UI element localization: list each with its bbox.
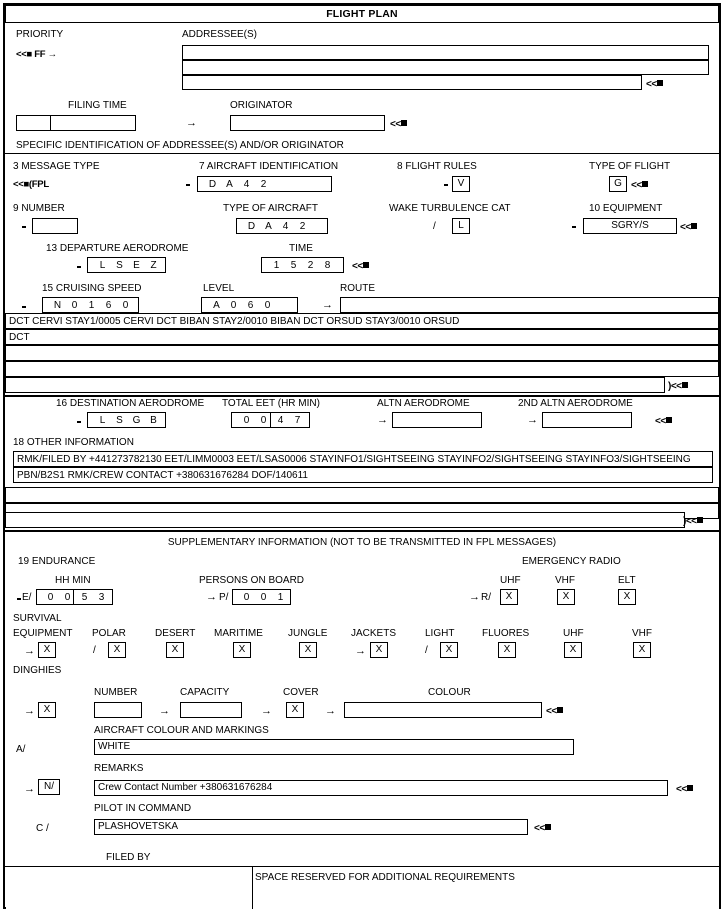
equipment-eol-marker: << [680,222,697,233]
flight-rules-dash-marker [444,184,448,186]
aircraft-colour-input[interactable]: WHITE [94,739,574,755]
pilot-eol-marker: << [534,823,551,834]
eol-square-icon [687,785,693,791]
type-of-flight-eol-marker: << [631,180,648,191]
jackets-label: JACKETS [351,628,397,639]
char-cell: N [53,299,62,311]
char-cell: 0 [243,414,250,426]
dinghies-capacity-input[interactable] [180,702,242,718]
char-cell: B [150,414,157,426]
altn2-aerodrome-label: 2ND ALTN AERODROME [518,398,633,409]
dinghies-arrow-icon: → [24,705,35,717]
specific-identification-input[interactable] [5,152,719,153]
dinghies-label: DINGHIES [13,665,62,676]
wake-turbulence-separator: / [433,221,436,232]
survival-label-line-2: EQUIPMENT [13,628,73,639]
survival-vhf-input[interactable]: X [633,642,651,658]
char-cell: 1 [88,299,95,311]
supplementary-heading: SUPPLEMENTARY INFORMATION (NOT TO BE TRANSMITTED IN FPL MESSAGES) [167,537,557,548]
char-cell: 4 [277,414,284,426]
flight-rules-label: 8 FLIGHT RULES [397,161,477,172]
survival-equipment-input[interactable]: X [38,642,56,658]
dinghies-eol-marker: << [546,706,563,717]
radio-vhf-label: VHF [555,575,575,586]
dinghies-capacity-arrow-icon: → [159,705,170,717]
light-label: LIGHT [425,628,455,639]
jackets-arrow-icon: → [355,645,366,657]
emergency-radio-label: EMERGENCY RADIO [522,556,621,567]
addressee-line-3[interactable] [182,75,642,90]
char-cell: 0 [71,299,78,311]
route-line-2[interactable]: DCT [5,329,719,345]
route-arrow-icon: → [322,299,333,311]
dinghies-cover-input[interactable]: X [286,702,304,718]
char-cell: 4 [243,178,250,190]
route-line-5[interactable] [5,377,665,393]
number-input[interactable] [32,218,78,234]
dinghies-number-input[interactable] [94,702,142,718]
wake-turbulence-label: WAKE TURBULENCE CAT [389,203,511,214]
eol-square-icon [682,382,688,388]
route-line-4[interactable] [5,361,719,377]
originator-label: ORIGINATOR [230,100,293,111]
space-reserved-label: SPACE RESERVED FOR ADDITIONAL REQUIREMENTS [255,872,515,883]
altn2-arrow-icon: → [527,414,538,426]
addressee-line-2[interactable] [182,60,709,75]
altn-arrow-icon: → [377,414,388,426]
polar-input[interactable]: X [108,642,126,658]
dinghies-capacity-label: CAPACITY [180,687,230,698]
altn-aerodrome-label: ALTN AERODROME [377,398,470,409]
route-line-1[interactable]: DCT CERVI STAY1/0005 CERVI DCT BIBAN STAY2/0010 BIBAN DCT ORSUD STAY3/0010 ORSUD [5,313,719,329]
aircraft-identification-label: 7 AIRCRAFT IDENTIFICATION [199,161,339,172]
char-cell: L [99,414,106,426]
char-cell: 2 [260,178,267,190]
pilot-prefix: C / [36,823,49,834]
type-of-flight-input[interactable]: G [609,176,627,192]
char-cell: A [265,220,272,232]
equipment-label: 10 EQUIPMENT [589,203,663,214]
eol-square-icon [557,707,563,713]
endurance-input[interactable] [36,589,113,605]
persons-on-board-input[interactable] [232,589,291,605]
radio-vhf-input[interactable]: X [557,589,575,605]
desert-label: DESERT [155,628,196,639]
level-input[interactable] [201,297,298,313]
char-cell: 6 [247,299,254,311]
type-of-aircraft-label: TYPE OF AIRCRAFT [223,203,319,214]
survival-label-line-1: SURVIVAL [13,613,62,624]
other-information-label: 18 OTHER INFORMATION [13,437,134,448]
survival-uhf-input[interactable]: X [564,642,582,658]
endurance-dash-marker [17,598,21,600]
dinghies-cover-arrow-icon: → [261,705,272,717]
cruising-speed-input[interactable] [42,297,139,313]
equipment-input[interactable]: SGRY/S [583,218,677,234]
other-information-line-3[interactable] [5,487,719,503]
message-type-value: <<■(FPL [13,179,49,190]
other-information-line-1[interactable]: RMK/FILED BY +441273782130 EET/LIMM0003 EET/LSAS0006 STAYINFO1/SIGHTSEEING STAYINFO2/SIGHTSEEING STAYINFO3/SIGHTSEEING [13,451,713,467]
char-cell: 0 [243,591,250,603]
total-eet-label: TOTAL EET (HR MIN) [222,398,320,409]
addressee-eol-marker: << [646,79,663,90]
persons-prefix: P/ [219,592,229,603]
eol-square-icon [666,417,672,423]
char-cell: 2 [299,220,306,232]
aircraft-id-dash-marker [186,184,190,186]
remarks-arrow-icon: → [24,783,35,795]
remarks-prefix: N/ [38,779,60,795]
polar-label: POLAR [92,628,126,639]
filing-time-value[interactable] [50,116,135,130]
destination-dash-marker [77,421,81,423]
char-cell: 3 [98,591,105,603]
route-end-marker: )<< [668,381,688,392]
pilot-in-command-input[interactable]: PLASHOVETSKA [94,819,528,835]
wake-turbulence-input[interactable]: L [452,218,470,234]
endurance-split-divider [73,589,74,605]
char-cell: E [133,259,140,271]
filing-time-prefix[interactable] [17,116,50,130]
char-cell: L [99,259,106,271]
char-cell: 5 [81,591,88,603]
eol-square-icon [642,181,648,187]
destination-aerodrome-input[interactable] [87,412,166,428]
message-type-label: 3 MESSAGE TYPE [13,161,100,172]
other-information-line-2[interactable]: PBN/B2S1 RMK/CREW CONTACT +380631676284 DOF/140611 [13,467,713,483]
char-cell: D [208,178,217,190]
dinghies-colour-label: COLOUR [428,687,471,698]
eol-square-icon [697,517,703,523]
survival-arrow-icon: → [24,645,35,657]
filing-time-group[interactable] [16,115,136,131]
originator-eol-marker: << [390,119,407,130]
char-cell: 7 [294,414,301,426]
char-cell: 8 [324,259,331,271]
char-cell: 2 [307,259,314,271]
radio-uhf-label: UHF [500,575,521,586]
other-information-end-marker: )<< [683,516,703,527]
endurance-label: 19 ENDURANCE [18,556,96,567]
char-cell: S [116,414,123,426]
filed-by-label: FILED BY [106,852,151,863]
char-cell: 1 [277,591,284,603]
type-of-aircraft-input[interactable] [236,218,328,234]
radio-arrow-icon: → [469,591,480,603]
cruising-speed-label: 15 CRUISING SPEED [42,283,142,294]
polar-separator: / [93,645,96,656]
char-cell: 0 [64,591,71,603]
survival-vhf-label: VHF [632,628,652,639]
dinghies-colour-arrow-icon: → [325,705,336,717]
number-dash-marker [22,226,26,228]
char-cell: 5 [290,259,297,271]
originator-input[interactable] [230,115,385,131]
departure-time-input[interactable] [261,257,344,273]
pilot-in-command-label: PILOT IN COMMAND [94,803,192,814]
page-title-text: FLIGHT PLAN [326,8,398,20]
maritime-label: MARITIME [214,628,263,639]
persons-arrow-icon: → [206,591,217,603]
eol-square-icon [657,80,663,86]
priority-value: <<■ FF → [16,49,57,60]
remarks-eol-marker: << [676,784,693,795]
flight-rules-input[interactable]: V [452,176,470,192]
char-cell: Z [150,259,157,271]
dinghies-input[interactable]: X [38,702,56,718]
eol-square-icon [401,120,407,126]
dinghies-cover-label: COVER [283,687,319,698]
addressee-line-1[interactable] [182,45,709,60]
survival-uhf-label: UHF [563,628,584,639]
other-information-line-5[interactable] [5,512,685,528]
radio-elt-label: ELT [618,575,636,586]
char-cell: S [116,259,123,271]
radio-uhf-input[interactable]: X [500,589,518,605]
fluores-input[interactable]: X [498,642,516,658]
altn-aerodrome-input[interactable] [392,412,482,428]
originator-arrow-icon: → [186,117,197,129]
jackets-input[interactable]: X [370,642,388,658]
type-of-flight-label: TYPE OF FLIGHT [589,161,671,172]
dinghies-colour-input[interactable] [344,702,542,718]
char-cell: 0 [260,414,267,426]
filed-by-input[interactable] [6,867,252,909]
equipment-dash-marker [572,226,576,228]
addressees-label: ADDRESSEE(S) [182,29,258,40]
fluores-label: FLUORES [482,628,530,639]
priority-label: PRIORITY [16,29,64,40]
desert-input[interactable]: X [166,642,184,658]
eol-square-icon [545,824,551,830]
level-label: LEVEL [203,283,235,294]
radio-elt-input[interactable]: X [618,589,636,605]
departure-aerodrome-label: 13 DEPARTURE AERODROME [46,243,189,254]
char-cell: 1 [273,259,280,271]
divider-after-route [5,395,719,397]
light-input[interactable]: X [440,642,458,658]
altn-eol-marker: << [655,416,672,427]
char-cell: A [226,178,233,190]
route-line-3[interactable] [5,345,719,361]
departure-time-eol-marker: << [352,261,369,272]
departure-aerodrome-input[interactable] [87,257,166,273]
light-separator: / [425,645,428,656]
aircraft-identification-input[interactable] [197,176,332,192]
departure-time-label: TIME [289,243,313,254]
departure-dash-marker [77,266,81,268]
char-cell: 0 [122,299,129,311]
char-cell: 0 [260,591,267,603]
eol-square-icon [363,262,369,268]
number-label: 9 NUMBER [13,203,65,214]
endurance-prefix: E/ [22,592,32,603]
maritime-input[interactable]: X [233,642,251,658]
char-cell: 6 [105,299,112,311]
aircraft-colour-label: AIRCRAFT COLOUR AND MARKINGS [94,725,269,736]
jungle-label: JUNGLE [288,628,328,639]
char-cell: 4 [282,220,289,232]
route-label: ROUTE [340,283,375,294]
char-cell: G [132,414,141,426]
altn2-aerodrome-input[interactable] [542,412,632,428]
char-cell: 0 [264,299,271,311]
divider-before-supplementary [5,530,719,532]
jungle-input[interactable]: X [299,642,317,658]
remarks-label: REMARKS [94,763,144,774]
char-cell: 0 [47,591,54,603]
eol-square-icon [691,223,697,229]
total-eet-split-divider [270,412,271,428]
remarks-input[interactable]: Crew Contact Number +380631676284 [94,780,668,796]
radio-prefix: R/ [481,592,491,603]
page-title [5,5,719,23]
destination-aerodrome-label: 16 DESTINATION AERODROME [56,398,205,409]
hh-min-label: HH MIN [55,575,91,586]
aircraft-colour-prefix: A/ [16,744,26,755]
char-cell: 0 [230,299,237,311]
persons-on-board-label: PERSONS ON BOARD [199,575,305,586]
dinghies-number-label: NUMBER [94,687,138,698]
space-reserved-input[interactable] [253,885,719,909]
char-cell: A [213,299,220,311]
route-input-first[interactable] [340,297,719,313]
char-cell: D [247,220,256,232]
cruising-speed-dash-marker [22,306,26,308]
filing-time-label: FILING TIME [68,100,127,111]
specific-identification-label: SPECIFIC IDENTIFICATION OF ADDRESSEE(S) AND/OR ORIGINATOR [16,140,344,151]
